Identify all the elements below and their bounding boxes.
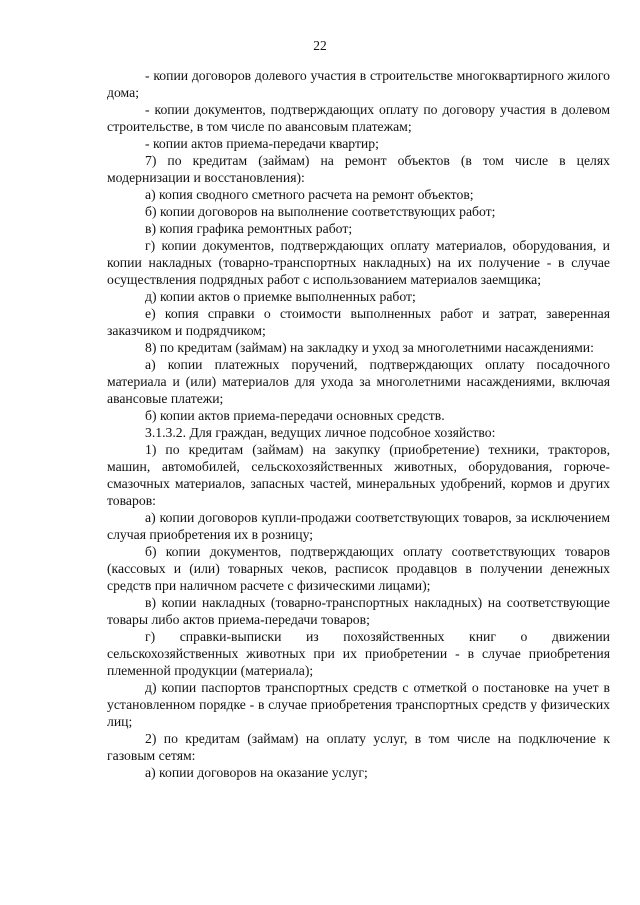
paragraph: - копии договоров долевого участия в строительстве многоквартирного жилого дома; [107,68,610,100]
paragraph: е) копия справки о стоимости выполненных работ и затрат, заверенная заказчиком и подрядчиком; [107,306,610,338]
paragraph: - копии документов, подтверждающих оплату по договору участия в долевом строительстве, в том числе по авансовым платежам; [107,102,610,134]
paragraph: а) копии договоров на оказание услуг; [145,765,368,780]
paragraph: 1) по кредитам (займам) на закупку (приобретение) техники, тракторов, машин, автомобилей, сельскохозяйственных животных, оборудования, горюче-смазочных материалов, запасных частей, минеральных удобрений, кормов и других товаров: [107,442,610,508]
document-body [107,67,610,781]
paragraph: б) копии договоров на выполнение соответствующих работ; [145,204,496,219]
paragraph: б) копии документов, подтверждающих оплату соответствующих товаров (кассовых и (или) товарных чеков, расписок продавцов в получении денежных средств при наличном расчете с физическими лицами); [107,544,610,593]
paragraph: д) копии актов о приемке выполненных работ; [145,289,416,304]
paragraph: а) копия сводного сметного расчета на ремонт объектов; [145,187,474,202]
paragraph: - копии актов приема-передачи квартир; [145,136,379,151]
paragraph: г) копии документов, подтверждающих оплату материалов, оборудования, и копии накладных (товарно-транспортных накладных) на их получение - в случае осуществления подрядных работ с использованием материалов заемщика; [107,238,610,287]
paragraph: в) копии накладных (товарно-транспортных накладных) на соответствующие товары либо актов приема-передачи товаров; [107,595,610,627]
paragraph: а) копии платежных поручений, подтверждающих оплату посадочного материала и (или) материалов для ухода за многолетними насаждениями, включая авансовые платежи; [107,357,610,406]
paragraph: в) копия графика ремонтных работ; [145,221,353,236]
page-number: 22 [313,38,327,53]
paragraph: б) копии актов приема-передачи основных средств. [145,408,445,423]
paragraph: 7) по кредитам (займам) на ремонт объектов (в том числе в целях модернизации и восстановления): [107,153,610,185]
paragraph: а) копии договоров купли-продажи соответствующих товаров, за исключением случая приобретения их в розницу; [107,510,610,542]
paragraph: 8) по кредитам (займам) на закладку и уход за многолетними насаждениями: [145,340,594,355]
paragraph: 3.1.3.2. Для граждан, ведущих личное подсобное хозяйство: [145,425,496,440]
paragraph: г) справки-выписки из похозяйственных книг о движении сельскохозяйственных животных при их приобретении - в случае приобретения племенной продукции (материала); [107,629,610,678]
paragraph: д) копии паспортов транспортных средств с отметкой о постановке на учет в установленном порядке - в случае приобретения транспортных средств у физических лиц; [107,680,610,729]
paragraph: 2) по кредитам (займам) на оплату услуг, в том числе на подключение к газовым сетям: [107,731,610,763]
